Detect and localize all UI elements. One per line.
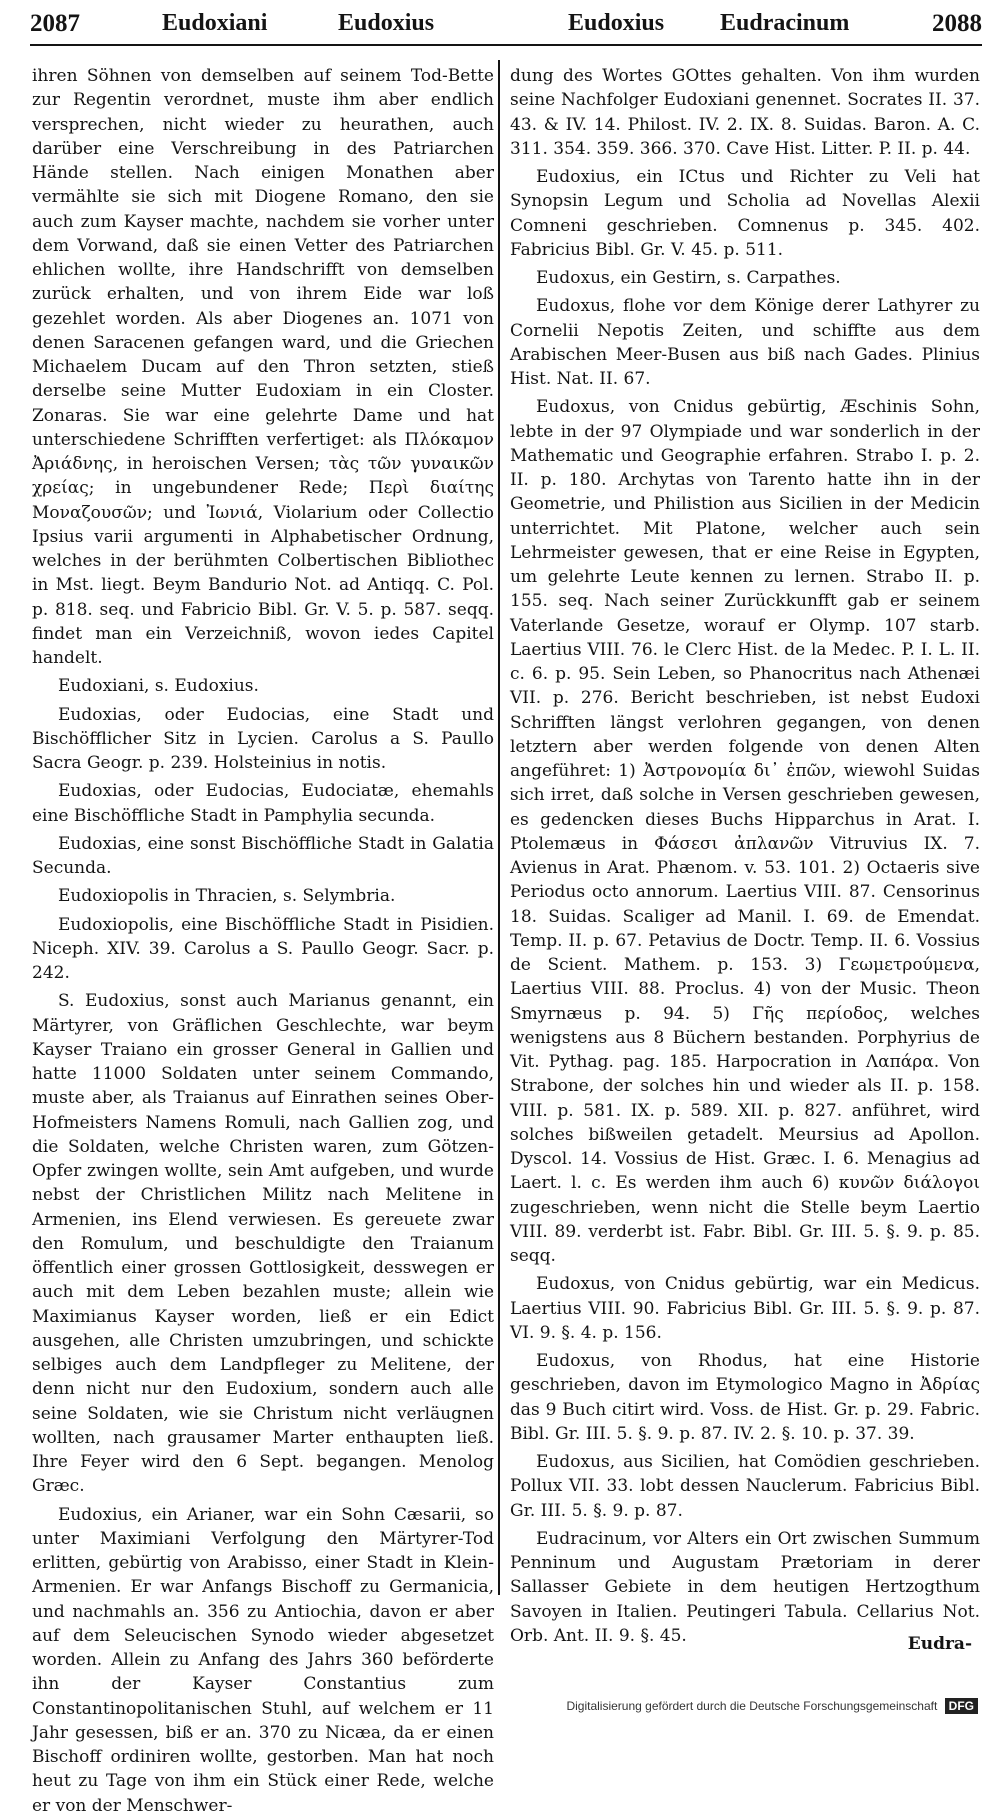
entry-paragraph: Eudoxus, von Cnidus gebürtig, Æschinis Sohn, lebte in der 97 Olympiade und war sonderlich in der Mathematic und Geographie erfahren. Strabo I. p. 2. II. p. 180. Archytas von Tarento hatte ihn in der Geometrie, und Philistion aus Sicilien in der Medicin unterrichtet. Mit Platone, welcher auch sein Lehrmeister gewesen, that er eine Reise in Egypten, um gelehrte Leute kennen zu lernen. Strabo II. p. 155. seq. Nach seiner Zurückkunfft gab er seinem Vaterlande Gesetze, worauf er Olymp. 107 starb. Laertius VIII. 76. le Clerc Hist. de la Medec. P. I. L. II. c. 6. p. 95. Sein Leben, so Phanocritus nach Athenæi VII. p. 276. Bericht beschrieben, ist nebst Eudoxi Schrifften längst verlohren gegangen, von denen letztern aber werden folgende von denen Alten angeführet: 1) Ἀστρονομία δι᾽ ἐπῶν, wiewohl Suidas sich irret, daß solche in Versen geschrieben gewesen, es gedencken dieses Buchs Hipparchus in Arat. I. Ptolemæus in Φάσεσι ἀπλανῶν Vitruvius IX. 7. Avienus in Arat. Phænom. v. 53. 101. 2) Octaeris sive Periodus octo annorum. Laertius VIII. 87. Censorinus 18. Suidas. Scaliger ad Manil. I. 69. de Emendat. Temp. II. p. 67. Petavius de Doctr. Temp. II. 6. Vossius de Scient. Mathem. p. 153. 3) Γεωμετρούμενα, Laertius VIII. 88. Proclus. 4) von der Music. Theon Smyrnæus p. 94. 5) Γῆς περίοδος, welches wenigstens aus 8 Büchern bestanden. Porphyrius de Vit. Pythag. pag. 185. Harpocration in Λαπάρα. Von Strabone, der solches hin und wieder als II. p. 158. VIII. p. 581. IX. p. 589. XII. p. 827. anführet, wird solches bißweilen getadelt. Meursius ad Apollon. Dyscol. 14. Vossius de Hist. Græc. I. 6. Menagius ad Laert. l. c. Es werden ihm auch 6) κυνῶν διάλογοι zugeschrieben, wenn nicht die Stelle beym Laertio VIII. 89. verderbt ist. Fabr. Bibl. Gr. III. 5. §. 9. p. 85. seqq. xyxy=(510,397,980,1266)
header-rule xyxy=(30,44,982,46)
page-number-right: 2088 xyxy=(932,10,982,37)
left-column xyxy=(32,64,494,1816)
dfg-logo: DFG xyxy=(945,1698,978,1714)
entry-paragraph: S. Eudoxius, sonst auch Marianus genannt, ein Märtyrer, von Gräflichen Geschlechte, war beym Kayser Traiano ein grosser General in Gallien und hatte 11000 Soldaten unter seinem Commando, muste aber, als Traianus auf Einrathen seines Ober-Hofmeisters Namens Romuli, nach Gallien zog, und die Soldaten, welche Christen waren, zum Götzen-Opfer zwingen wollte, sein Amt aufgeben, und wurde nebst der Christlichen Militz nach Melitene in Armenien, ins Elend verwiesen. Es gereuete zwar den Romulum, und beschuldigte den Traianum öffentlich einer grossen Gottlosigkeit, desswegen er auch mit dem Leben bezahlen muste; allein wie Maximianus Kayser worden, ließ er ein Edict ausgehen, alle Christen umzubringen, und schickte selbiges auch dem Landpfleger zu Melitene, der denn nicht nur den Eudoxium, sondern auch alle seine Soldaten, wie sie Christum nicht verläugnen wollten, nach grausamer Marter enthaupten ließ. Ihre Feyer wird den 6 Sept. begangen. Menolog Græc. xyxy=(32,991,494,1497)
entry-paragraph: Eudoxias, eine sonst Bischöffliche Stadt in Galatia Secunda. xyxy=(32,833,494,878)
entry-paragraph: Eudoxus, ein Gestirn, s. Carpathes. xyxy=(536,268,841,288)
entry-paragraph: Eudoxias, oder Eudocias, Eudociatæ, ehemahls eine Bischöffliche Stadt in Pamphylia secunda. xyxy=(32,781,494,826)
entry-paragraph: Eudracinum, vor Alters ein Ort zwischen Summum Penninum und Augustam Prætoriam in derer Sallasser Gebiete in dem heutigen Hertzogthum Savoyen in Italien. Peutingeri Tabula. Cellarius Not. Orb. Ant. II. 9. §. 45. xyxy=(510,1528,980,1646)
header-keyword-2: Eudoxius xyxy=(338,10,435,36)
entry-paragraph: Eudoxius, ein Arianer, war ein Sohn Cæsarii, so unter Maximiani Verfolgung den Märtyrer-Tod erlitten, gebürtig von Arabisso, einer Stadt in Klein-Armenien. Er war Anfangs Bischoff zu Germanicia, und nachmahls an. 356 zu Antiochia, davon er aber auf dem Seleucischen Synodo wieder abgesetzet worden. Allein zu Anfang des Jahrs 360 beförderte ihn der Kayser Constantius zum Constantinopolitanischen Stuhl, auf welchem er 11 Jahr gesessen, biß er an. 370 zu Nicæa, da er einen Bischoff ordiniren wollte, gestorben. Man hat noch heut zu Tage von ihm ein Stück einer Rede, welche er von der Menschwer- xyxy=(32,1504,494,1816)
running-header xyxy=(30,8,982,48)
page-number-left: 2087 xyxy=(30,10,80,37)
entry-paragraph: Eudoxius, ein ICtus und Richter zu Veli hat Synopsin Legum und Scholia ad Novellas Alexii Comneni geschrieben. Comnenus p. 345. 402. Fabricius Bibl. Gr. V. 45. p. 511. xyxy=(510,167,980,260)
entry-paragraph: Eudoxiani, s. Eudoxius. xyxy=(58,676,259,697)
column-divider xyxy=(498,60,500,1595)
entry-paragraph: Eudoxus, aus Sicilien, hat Comödien geschrieben. Pollux VII. 33. lobt dessen Nauclerum. Fabricius Bibl. Gr. III. 5. §. 9. p. 87. xyxy=(510,1452,980,1521)
entry-paragraph: Eudoxiopolis, eine Bischöffliche Stadt in Pisidien. Niceph. XIV. 39. Carolus a S. Paullo Geogr. Sacr. p. 242. xyxy=(32,914,494,983)
digitization-footer xyxy=(566,1699,978,1713)
entry-paragraph: Eudoxus, flohe vor dem Könige derer Lathyrer zu Cornelii Nepotis Zeiten, und schiffte aus dem Arabischen Meer-Busen aus biß nach Gades. Plinius Hist. Nat. II. 67. xyxy=(510,296,980,389)
catchword: Eudra- xyxy=(907,1634,972,1654)
header-keyword-4: Eudracinum xyxy=(720,10,850,36)
right-column xyxy=(510,64,980,1646)
header-keyword-3: Eudoxius xyxy=(568,10,665,36)
entry-paragraph: dung des Wortes GOttes gehalten. Von ihm wurden seine Nachfolger Eudoxiani genennet. Socrates II. 37. 43. & IV. 14. Philost. IV. 2. IX. 8. Suidas. Baron. A. C. 311. 354. 359. 366. 370. Cave Hist. Litter. P. II. p. 44. xyxy=(510,66,980,159)
entry-paragraph: Eudoxias, oder Eudocias, eine Stadt und Bischöfflicher Sitz in Lycien. Carolus a S. Paullo Sacra Geogr. p. 239. Holsteinius in notis. xyxy=(32,704,494,773)
footer-text: Digitalisierung gefördert durch die Deutsche Forschungsgemeinschaft xyxy=(566,1699,938,1713)
entry-paragraph: Eudoxus, von Rhodus, hat eine Historie geschrieben, davon im Etymologico Magno in Ἀδρίας das 9 Buch citirt wird. Voss. de Hist. Gr. p. 29. Fabric. Bibl. Gr. III. 5. §. 9. p. 87. IV. 2. §. 10. p. 37. 39. xyxy=(510,1351,980,1444)
entry-paragraph: Eudoxus, von Cnidus gebürtig, war ein Medicus. Laertius VIII. 90. Fabricius Bibl. Gr. III. 5. §. 9. p. 87. VI. 9. §. 4. p. 156. xyxy=(510,1274,980,1343)
entry-paragraph: ihren Söhnen von demselben auf seinem Tod-Bette zur Regentin verordnet, muste ihm aber endlich versprechen, nicht wieder zu heurathen, auch darüber eine Verschreibung in des Patriarchen Hände stellen. Nach einigen Monathen aber vermählte sie sich mit Diogene Romano, den sie auch zum Kayser machte, nachdem sie vorher unter dem Vorwand, daß sie einen Vetter des Patriarchen ehlichen wollte, ihre Handschrifft von demselben zurück erhalten, und von ihrem Eide war loß gezehlet worden. Als aber Diogenes an. 1071 von denen Saracenen gefangen ward, und die Griechen Michaelem Ducam auf den Thron setzten, stieß derselbe seine Mutter Eudoxiam in ein Closter. Zonaras. Sie war eine gelehrte Dame und hat unterschiedene Schrifften verfertiget: als Πλόκαμον Ἀριάδνης, in heroischen Versen; τὰς τῶν γυναικῶν χρείας; in ungebundener Rede; Περὶ διαίτης Μοναζουσῶν; und Ἰωνιά, Violarium oder Collectio Ipsius varii argumenti in Alphabetischer Ordnung, welches in der berühmten Colbertischen Bibliothec in Mst. liegt. Beym Bandurio Not. ad Antiqq. C. Pol. p. 818. seq. und Fabricio Bibl. Gr. V. 5. p. 587. seqq. findet man ein Verzeichniß, wovon iedes Capitel handelt. xyxy=(32,66,494,668)
entry-paragraph: Eudoxiopolis in Thracien, s. Selymbria. xyxy=(58,886,396,907)
header-keyword-1: Eudoxiani xyxy=(162,10,268,36)
